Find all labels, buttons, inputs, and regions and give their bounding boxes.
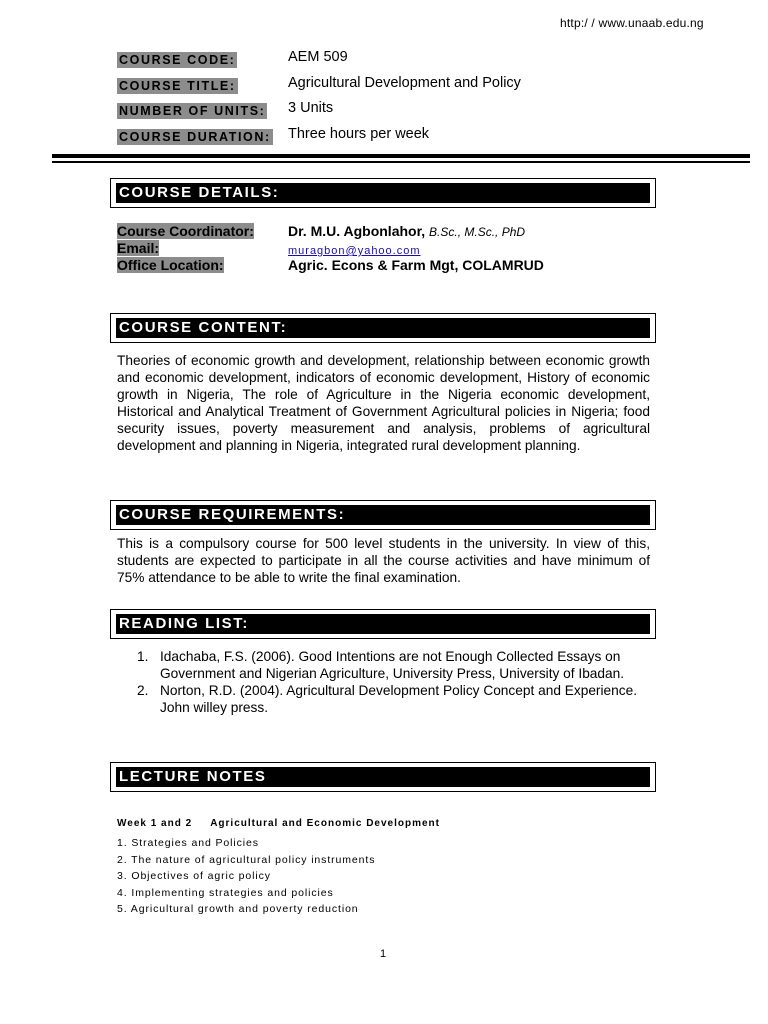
coordinator-value (288, 223, 525, 240)
office-value: Agric. Econs & Farm Mgt, COLAMRUD (288, 257, 544, 273)
lecture-notes-header (110, 762, 656, 792)
list-item: 3. Objectives of agric policy (117, 870, 271, 882)
course-details-heading: COURSE DETAILS: (116, 183, 650, 203)
course-title-label-wrap (117, 77, 238, 95)
course-code-label-wrap (117, 51, 237, 69)
divider-thin (52, 161, 750, 163)
coordinator-credentials: B.Sc., M.Sc., PhD (429, 225, 526, 239)
office-label-wrap (117, 257, 224, 275)
week-label: Week 1 and 2 (117, 818, 193, 829)
reading-list-header (110, 609, 656, 639)
course-content-header (110, 313, 656, 343)
course-title-value: Agricultural Development and Policy (288, 75, 521, 91)
week-title: Agricultural and Economic Development (210, 818, 440, 829)
header-url: http:/ / www.unaab.edu.ng (560, 16, 704, 30)
reading-item-text: Norton, R.D. (2004). Agricultural Development Policy Concept and Experience. John willey press. (160, 683, 638, 715)
reading-item (137, 682, 657, 716)
email-label-wrap (117, 240, 159, 258)
list-item: 2. The nature of agricultural policy instruments (117, 853, 376, 866)
units-label-wrap (117, 102, 267, 120)
reading-item-number: 2. (137, 683, 149, 698)
divider-thick (52, 154, 750, 158)
reading-item (137, 648, 657, 682)
week-heading (117, 818, 440, 829)
lecture-notes-list (117, 835, 375, 918)
reading-item-text: Idachaba, F.S. (2006). Good Intentions are not Enough Collected Essays on Government and Nigerian Agriculture, University Press, University of Ibadan. (160, 649, 625, 681)
coordinator-name: Dr. M.U. Agbonlahor, (288, 223, 426, 239)
reading-item-number: 1. (137, 649, 149, 664)
course-code-value: AEM 509 (288, 49, 348, 65)
coordinator-label: Course Coordinator: (117, 223, 254, 239)
course-content-text: Theories of economic growth and development, relationship between economic growth and economic development, indicators of economic development, History of economic growth in Nigeria, The role of Agriculture in the Nigeria economic development, Historical and Analytical Treatment of Government Agricultural policies in Nigeria; food security issues, poverty measurement and analysis, problems of agricultural development and planning in Nigeria, integrated rural development planning. (117, 353, 650, 453)
course-code-label: COURSE CODE: (119, 53, 236, 67)
list-item: 5. Agricultural growth and poverty reduction (117, 903, 359, 915)
email-label: Email: (117, 240, 160, 256)
duration-label: COURSE DURATION: (119, 130, 271, 144)
reading-list-heading: READING LIST: (116, 614, 650, 634)
course-requirements-header (110, 500, 656, 530)
reading-list (137, 648, 657, 716)
lecture-notes-heading: LECTURE NOTES (116, 767, 650, 787)
course-content-heading: COURSE CONTENT: (116, 318, 650, 338)
page-number: 1 (380, 948, 387, 960)
duration-label-wrap (117, 128, 273, 146)
course-title-label: COURSE TITLE: (119, 79, 236, 93)
office-label: Office Location: (117, 257, 224, 273)
units-label: NUMBER OF UNITS: (119, 104, 266, 118)
list-item: 1. Strategies and Policies (117, 837, 259, 849)
coordinator-label-wrap (117, 223, 254, 241)
duration-value: Three hours per week (288, 126, 430, 142)
course-details-header (110, 178, 656, 208)
units-value: 3 Units (288, 100, 334, 116)
list-item: 4. Implementing strategies and policies (117, 886, 334, 899)
course-requirements-heading: COURSE REQUIREMENTS: (116, 505, 650, 525)
email-link[interactable]: muragbon@yahoo.com (288, 245, 421, 257)
course-requirements-text: This is a compulsory course for 500 level students in the university. In view of this, students are expected to participate in all the course activities and have minimum of 75% attendance to be able to write the final examination. (117, 536, 650, 585)
